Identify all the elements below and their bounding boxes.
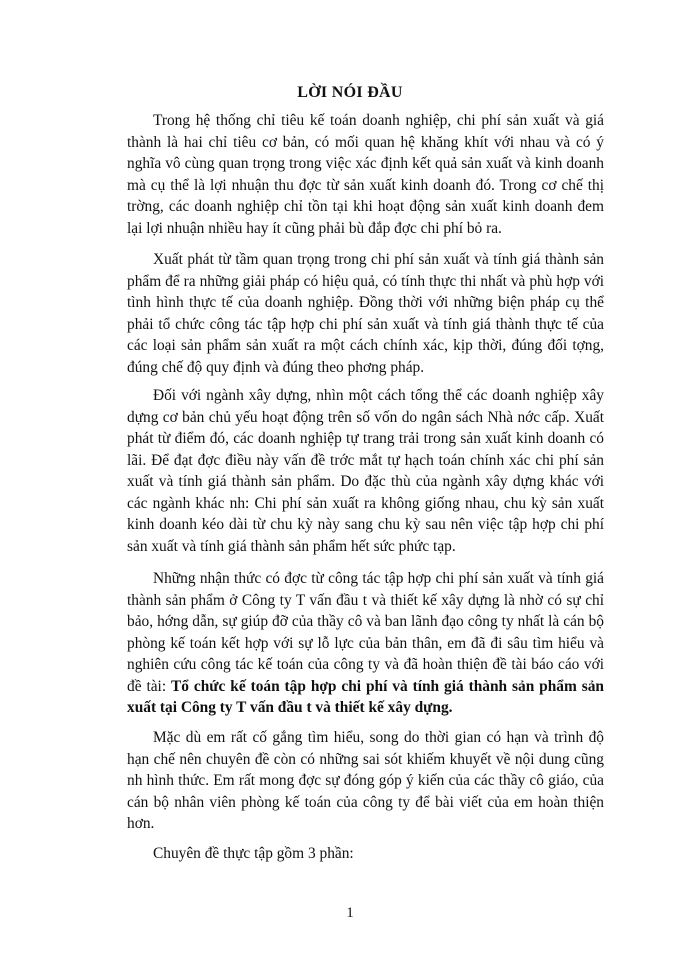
thesis-topic-title: Tổ chức kế toán tập hợp chi phí và tính giá thành sản phẩm sản xuất tại Công ty T vấn đầu t và thiết kế xây dựng. [127, 677, 604, 716]
paragraph-5 [127, 727, 604, 835]
paragraph-2 [127, 249, 604, 378]
paragraph-4-text: Những nhận thức có đợc từ công tác tập hợp chi phí sản xuất và tính giá thành sản phẩm ở Công ty T vấn đầu t và thiết kế xây dựng là nhờ có sự chỉ bảo, hớng dẫn, sự giúp đỡ của thầy cô và ban lãnh đạo công ty nhất là cán bộ phòng kế toán kết hợp với sự lỗ lực của bản thân, em đã đi sâu tìm hiểu và nghiên cứu công tác kế toán của công ty và đã hoàn thiện đề tài báo cáo với đề tài: [127, 570, 604, 695]
paragraph-2-text: Xuất phát từ tầm quan trọng trong chi phí sản xuất và tính giá thành sản phẩm để ra những giải pháp có hiệu quả, có tính thực thi nhất và phù hợp với tình hình thực tế của doanh nghiệp. Đồng thời với những biện pháp cụ thể phải tổ chức công tác tập hợp chi phí sản xuất và tính giá thành thực tế của các loại sản phẩm sản xuất ra một cách chính xác, kịp thời, đúng đối tợng, đúng chế độ quy định và đúng theo phơng pháp. [127, 251, 604, 376]
paragraph-1-text: Trong hệ thống chỉ tiêu kế toán doanh nghiệp, chi phí sản xuất và giá thành là hai chỉ tiêu cơ bản, có mối quan hệ khăng khít với nhau và có ý nghĩa vô cùng quan trọng trong việc xác định kết quả sản xuất và kinh doanh mà cụ thể là lợi nhuận thu đợc từ sản xuất kinh doanh đó. Trong cơ chế thị trờng, các doanh nghiệp chỉ tồn tại khi hoạt động sản xuất kinh doanh đem lại lợi nhuận nhiều hay ít cũng phải bù đắp đợc chi phí bỏ ra. [127, 112, 604, 237]
paragraph-6 [127, 843, 604, 865]
paragraph-3-text: Đối với ngành xây dựng, nhìn một cách tổng thể các doanh nghiệp xây dựng cơ bản chủ yếu hoạt động trên số vốn do ngân sách Nhà nớc cấp. Xuất phát từ điểm đó, các doanh nghiệp tự trang trải trong sản xuất kinh doanh có lãi. Để đạt đợc điều này vấn đề trớc mắt tự hạch toán chính xác chi phí sản xuất và tính giá thành sản phẩm. Do đặc thù của ngành xây dựng khác với các ngành khác nh: Chi phí sản xuất ra không giống nhau, chu kỳ sản xuất kinh doanh kéo dài từ chu kỳ này sang chu kỳ sau nên việc tập hợp chi phí sản xuất và tính giá thành sản phẩm hết sức phức tạp. [127, 387, 604, 555]
paragraph-4 [127, 568, 604, 719]
paragraph-5-text: Mặc dù em rất cố gắng tìm hiểu, song do thời gian có hạn và trình độ hạn chế nên chuyên đề còn có những sai sót khiếm khuyết về nội dung cũng nh hình thức. Em rất mong đợc sự đóng góp ý kiến của các thầy cô giáo, của cán bộ nhân viên phòng kế toán của công ty để bài viết của em hoàn thiện hơn. [127, 729, 604, 832]
paragraph-1 [127, 110, 604, 239]
page-title: LỜI NÓI ĐẦU [297, 84, 403, 101]
paragraph-6-text: Chuyên đề thực tập gồm 3 phần: [153, 845, 354, 862]
paragraph-3 [127, 385, 604, 557]
page-number: 1 [346, 905, 354, 921]
